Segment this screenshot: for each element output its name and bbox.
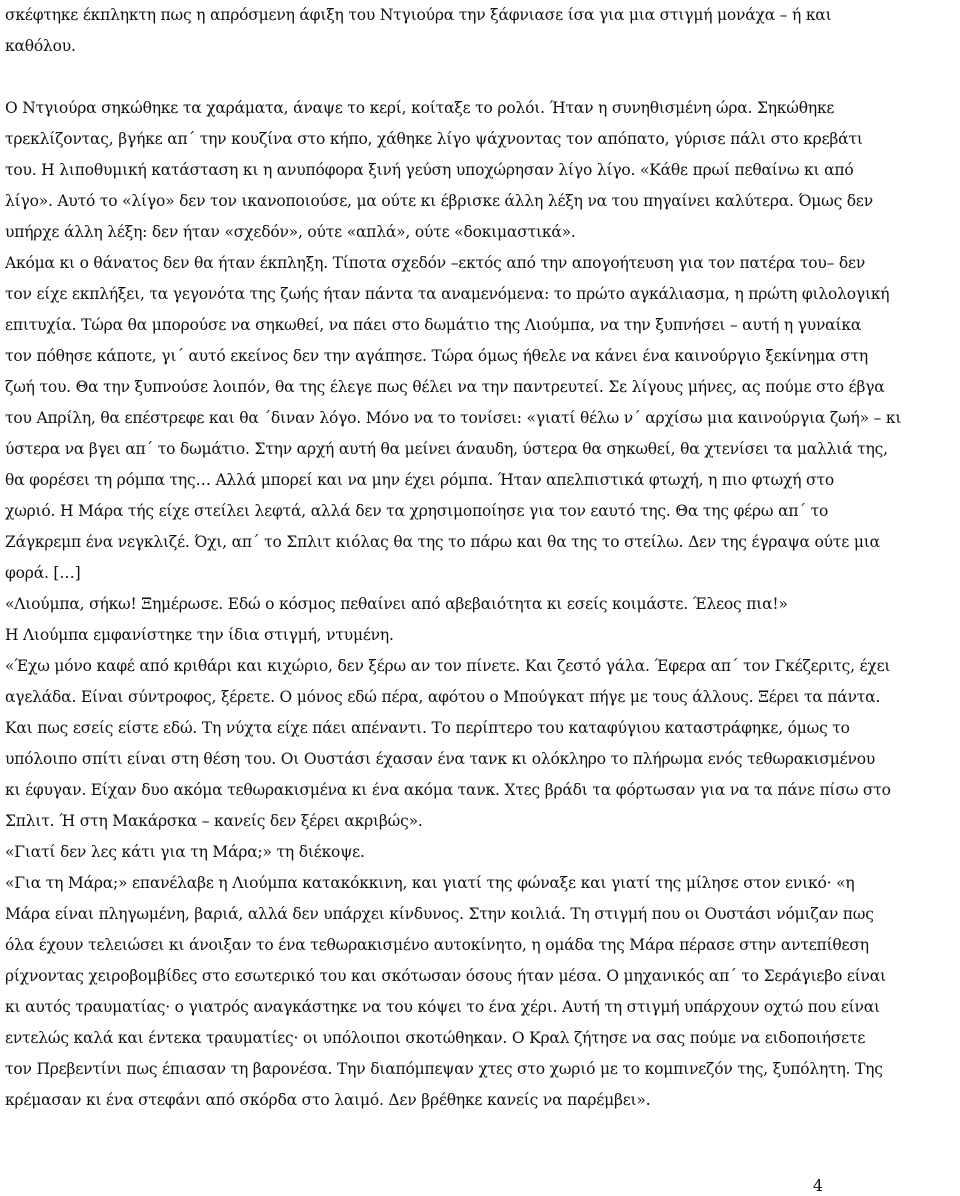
text-line: σκέφτηκε έκπληκτη πως η απρόσμενη άφιξη του Ντγιούρα την ξάφνιασε ίσα για μια στιγμή μονάχα – ή και [5, 6, 832, 24]
paragraph-block-2 [5, 93, 955, 1116]
text-line: «Λιούμπα, σήκω! Ξημέρωσε. Εδώ ο κόσμος πεθαίνει από αβεβαιότητα κι εσείς κοιμάστε. Έλεος πια!» [5, 595, 788, 613]
text-line: χωριό. Η Μάρα τής είχε στείλει λεφτά, αλλά δεν τα χρησιμοποίησε για τον εαυτό της. Θα της φέρω απ΄ το [5, 502, 829, 520]
document-page [5, 0, 955, 1116]
text-line: του. Η λιποθυμική κατάσταση κι η ανυπόφορα ξινή γεύση υποχώρησαν λίγο λίγο. «Κάθε πρωί πεθαίνω κι από [5, 161, 854, 179]
text-line: κρέμασαν κι ένα στεφάνι από σκόρδα στο λαιμό. Δεν βρέθηκε κανείς να παρέμβει». [5, 1091, 651, 1109]
text-line: καθόλου. [5, 37, 76, 55]
text-line: ζωή του. Θα την ξυπνούσε λοιπόν, θα της έλεγε πως θέλει να την παντρευτεί. Σε λίγους μήνες, ας πούμε στο έβγα [5, 378, 885, 396]
text-line: τον πόθησε κάποτε, γι΄ αυτό εκείνος δεν την αγάπησε. Τώρα όμως ήθελε να κάνει ένα καινούργιο ξεκίνημα στη [5, 347, 868, 365]
text-line: επιτυχία. Τώρα θα μπορούσε να σηκωθεί, να πάει στο δωμάτιο της Λιούμπα, να την ξυπνήσει – αυτή η γυναίκα [5, 316, 862, 334]
text-line: όλα έχουν τελειώσει κι άνοιξαν το ένα τεθωρακισμένο αυτοκίνητο, η ομάδα της Μάρα πέρασε στην αντεπίθεση [5, 936, 869, 954]
text-line: φορά. […] [5, 564, 81, 582]
text-line: υπόλοιπο σπίτι είναι στη θέση του. Οι Ουστάσι έχασαν ένα τανκ κι ολόκληρο το πλήρωμα ενός τεθωρακισμένου [5, 750, 876, 768]
text-line: κι έφυγαν. Είχαν δυο ακόμα τεθωρακισμένα κι ένα ακόμα τανκ. Χτες βράδι τα φόρτωσαν για να τα πάνε πίσω στο [5, 781, 891, 799]
text-line: Ακόμα κι ο θάνατος δεν θα ήταν έκπληξη. Τίποτα σχεδόν –εκτός από την απογοήτευση για τον πατέρα του– δεν [5, 254, 866, 272]
text-line: Ζάγκρεμπ ένα νεγκλιζέ. Όχι, απ΄ το Σπλιτ κιόλας θα της το πάρω και θα της το στείλω. Δεν της έγραψα ούτε μια [5, 533, 880, 551]
text-line: του Απρίλη, θα επέστρεφε και θα ΄διναν λόγο. Μόνο να το τονίσει: «γιατί θέλω ν΄ αρχίσω μια καινούργια ζωή» – κι [5, 409, 902, 427]
text-line: τον Πρεβεντίνι πως έπιασαν τη βαρονέσα. Την διαπόμπεψαν χτες στο χωριό με το κομπινεζόν της, ξυπόλητη. Της [5, 1060, 883, 1078]
text-line: εντελώς καλά και έντεκα τραυματίες· οι υπόλοιποι σκοτώθηκαν. Ο Κραλ ζήτησε να σας πούμε να ειδοποιήσετε [5, 1029, 866, 1047]
text-line: Μάρα είναι πληγωμένη, βαριά, αλλά δεν υπάρχει κίνδυνος. Στην κοιλιά. Τη στιγμή που οι Ουστάσι νόμιζαν πως [5, 905, 874, 923]
text-line: Σπλιτ. Ή στη Μακάρσκα – κανείς δεν ξέρει ακριβώς». [5, 812, 423, 830]
text-line: υπήρχε άλλη λέξη: δεν ήταν «σχεδόν», ούτε «απλά», ούτε «δοκιμαστικά». [5, 223, 576, 241]
text-line: τον είχε εκπλήξει, τα γεγονότα της ζωής ήταν πάντα τα αναμενόμενα: το πρώτο αγκάλιασμα, η πρώτη φιλολογική [5, 285, 890, 303]
text-line: «Γιατί δεν λες κάτι για τη Μάρα;» τη διέκοψε. [5, 843, 365, 861]
text-line: λίγο». Αυτό το «λίγο» δεν τον ικανοποιούσε, μα ούτε κι έβρισκε άλλη λέξη να του πηγαίνει καλύτερα. Όμως δεν [5, 192, 873, 210]
text-line: τρεκλίζοντας, βγήκε απ΄ την κουζίνα στο κήπο, χάθηκε λίγο ψάχνοντας τον απόπατο, γύρισε πάλι στο κρεβάτι [5, 130, 863, 148]
text-line: θα φορέσει τη ρόμπα της… Αλλά μπορεί και να μην έχει ρόμπα. Ήταν απελπιστικά φτωχή, η πιο φτωχή στο [5, 471, 834, 489]
text-line: Η Λιούμπα εμφανίστηκε την ίδια στιγμή, ντυμένη. [5, 626, 394, 644]
text-line: αγελάδα. Είναι σύντροφος, ξέρετε. Ο μόνος εδώ πέρα, αφότου ο Μπούγκατ πήγε με τους άλλους. Ξέρει τα πάντα. [5, 688, 881, 706]
text-line: «Για τη Μάρα;» επανέλαβε η Λιούμπα κατακόκκινη, και γιατί της φώναξε και γιατί της μίλησε στον ενικό· «η [5, 874, 855, 892]
paragraph-gap [5, 62, 955, 93]
text-line: κι αυτός τραυματίας· ο γιατρός αναγκάστηκε να του κόψει το ένα χέρι. Αυτή τη στιγμή υπάρχουν οχτώ που είναι [5, 998, 880, 1016]
paragraph-block-1 [5, 0, 955, 62]
text-line: Και πως εσείς είστε εδώ. Τη νύχτα είχε πάει απέναντι. Το περίπτερο του καταφύγιου καταστράφηκε, όμως το [5, 719, 850, 737]
text-line: ύστερα να βγει απ΄ το δωμάτιο. Στην αρχή αυτή θα μείνει άναυδη, ύστερα θα σηκωθεί, θα χτενίσει τα μαλλιά της, [5, 440, 888, 458]
page-number: 4 [812, 1176, 823, 1195]
text-line: ρίχνοντας χειροβομβίδες στο εσωτερικό του και σκότωσαν όσους ήταν μέσα. Ο μηχανικός απ΄ το Σεράγιεβο είναι [5, 967, 886, 985]
text-line: «Έχω μόνο καφέ από κριθάρι και κιχώριο, δεν ξέρω αν τον πίνετε. Και ζεστό γάλα. Έφερα απ΄ τον Γκέζεριτς, έχει [5, 657, 891, 675]
text-line: Ο Ντγιούρα σηκώθηκε τα χαράματα, άναψε το κερί, κοίταξε το ρολόι. Ήταν η συνηθισμένη ώρα. Σηκώθηκε [5, 99, 835, 117]
